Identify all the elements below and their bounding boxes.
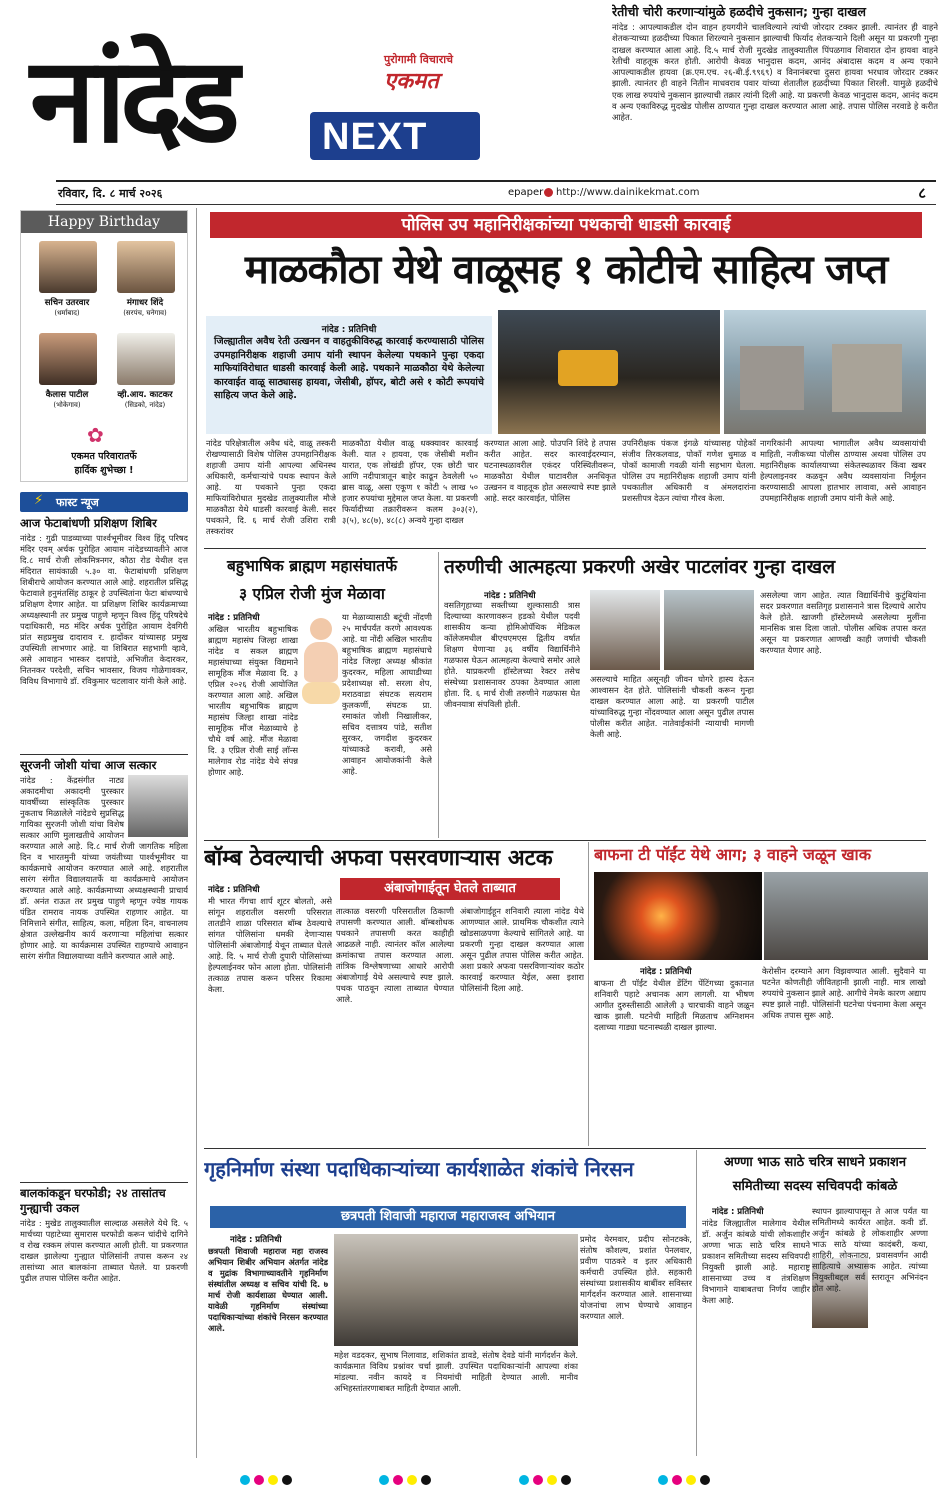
housing-story-col: छत्रपती शिवाजी महाराज महा राजस्व अभियान शिबीर अभियान अंतर्गत नांदेड व मुद्रांक विभागाच्यावतीने गृहनिर्माण संस्थांतील अध्यक्ष व सचिव यांची दि. ७ मार्च रोजी कार्यशाळा घेण्यात आली. यावेळी गृहनिर्माण संस्थांच्या पदाधिकाऱ्यांच्या शंकांचे निरसन करण्यात आले. [208, 1246, 328, 1333]
epaper-label: epaper [508, 187, 544, 198]
birthday-person-name: व्ही.आय. काटकर [117, 390, 173, 400]
birthday-wish-line2: हार्दिक शुभेच्छा ! [74, 465, 134, 476]
avatar [39, 333, 97, 385]
flower-icon: ✿ [87, 423, 104, 447]
bomb-story-dateline: नांदेड : प्रतिनिधी [208, 885, 260, 895]
excavator-shape [558, 350, 618, 386]
birthday-person-place: (सिडको, नांदेड) [124, 401, 166, 409]
page-number: ८ [918, 184, 926, 202]
masthead-brand: एकमत [384, 69, 439, 94]
main-story-summary: जिल्ह्यातील अवैध रेती उत्खनन व वाहतुकीविरुद्ध कारवाई करण्यासाठी पोलिस उपमहानिरीक्षक शहाजी उमाप यांनी स्थापन केलेल्या पथकाने पुन्हा एकदा माफियांविरोधात धाडसी कारवाई केली आहे. पथकाने माळकौठा येथे केलेल्या कारवाईत वाळू साठ्यासह हायवा, जेसीबी, हॉपर, बोटी असे १ कोटी रूपयांचे साहित्य जप्त केले आहे. [214, 336, 484, 401]
housing-story-dateline: नांदेड : प्रतिनिधी [230, 1235, 282, 1245]
birthday-grid [21, 233, 187, 423]
fire-photo [594, 872, 762, 960]
registration-marks [60, 1470, 890, 1490]
suicide-story-col: असलेल्या जाग आहेत. त्यात विद्यार्थिनीचे कुटुंबियांना सदर प्रकरणात वसतिगृह प्रशासनाने त्रास दिल्याचे आरोप केले होते. खाजगी हॉस्टेलमध्ये असलेल्या मुलींना मानसिक त्रास दिला जातो. पोलीस अधिक तपास करत असून या प्रकरणात आणखी काही जणांची चौकशी करण्यात येणार आहे. [760, 590, 926, 655]
brahmin-story-dateline: नांदेड : प्रतिनिधी [208, 613, 260, 623]
housing-story-col: प्रमोद येरमवार, प्रदीप सोनटक्के, संतोष कौशल्य, प्रशांत पेनलवार, प्रवीण पाठकरे व इतर अधिकारी कर्मचारी उपस्थित होते. सहकारी संस्थांच्या प्रशासकीय बाबींवर सविस्तर मार्गदर्शन करण्यात आले. शासनाच्या योजनांचा लाभ घेण्याचे आवाहन करण्यात आले. [580, 1234, 692, 1321]
fire-story-headline: बाफना टी पॉईंट येथे आग; ३ वाहने जळून खाक [594, 845, 871, 864]
suicide-story-col: वसतिगृहाच्या सक्तीच्या शुल्कासाठी त्रास दिल्याच्या कारणावरून हडको येथील पदवी शासकीय कन्या होमिओपॅथिक मेडिकल कॉलेजमधील बीएचएमएस द्वितीय वर्षात शिक्षण घेणाऱ्या ३६ वर्षीय विद्यार्थिनीने गळफास घेऊन आत्महत्या केल्याचे समोर आले होते. याप्रकरणी हॉस्टेलच्या रेक्टर तसेच संस्थेच्या प्रशासनावर ठपका ठेवण्यात आला होता. दि. ६ मार्च रोजी तरुणीने गळफास घेत जीवनयात्रा संपविली होती. [444, 600, 580, 709]
main-story-headline: माळकौठा येथे वाळूसह १ कोटीचे साहित्य जप्त [244, 247, 888, 293]
anna-story-headline2: समितीच्या सदस्य सचिवपदी कांबळे [732, 1179, 898, 1194]
bolt-icon: ⚡ [34, 493, 44, 508]
anna-story-col: नांदेड जिल्ह्यातील मालेगाव येथील डॉ. अर्जुन कांबळे यांची लोकशाहीर अण्णा भाऊ साठे चरित्र साधने प्रकाशन समितीच्या सदस्य सचिवपदी नियुक्ती झाली आहे. महाराष्ट्र शासनाच्या उच्च व तंत्रशिक्षण विभागाने याबाबतचा निर्णय जाहीर केला आहे. [702, 1218, 810, 1305]
anna-story-dateline: नांदेड : प्रतिनिधी [712, 1207, 764, 1217]
suicide-story-dateline: नांदेड : प्रतिनिधी [484, 591, 536, 601]
photo [128, 775, 188, 837]
workshop-photo [334, 1234, 578, 1346]
burnt-car-photo [764, 872, 928, 960]
fast-news-label: फास्ट न्यूज [56, 496, 99, 509]
fast-news-headline: बालकांकडून घरफोडी; २४ तासांतच गुन्ह्याची उकल [20, 1186, 166, 1215]
bomb-story-headline: बॉम्ब ठेवल्याची अफवा पसरवणाऱ्यास अटक [204, 846, 553, 871]
bomb-story-col: अंबाजोगाईहून शनिवारी त्याला नांदेड येथे आणण्यात आले. प्राथमिक चौकशीत त्याने खोडसाळपणा केल्याचे सांगितले आहे. या प्रकरणी गुन्हा दाखल करण्यात आला असून पुढील तपास पोलिस करीत आहेत. अशा प्रकारे अफवा पसरविणाऱ्यांवर कठोर कारवाई करण्यात येईल, असा इशारा पोलिसांनी दिला आहे. [460, 906, 584, 993]
masthead-next: NEXT [322, 116, 428, 158]
main-story-col: नांदेड परिक्षेत्रातील अवैध धंदे, वाळू तस्करी रोखण्यासाठी विशेष पोलिस उपमहानिरीक्षक शहाजी उमाप यांनी आपल्या अधिनस्थ अधिकारी, कर्मचाऱ्यांचे पथक स्थापन केले आहे. या पथकाने पुन्हा एकदा माफियांविरोधात मुदखेड तालुक्यातील मौजे माळकौठा येथे धाडसी कारवाई केली. सदर पथकाने, दि. ६ मार्च रोजी उशिरा रात्री तस्करांवर [206, 438, 336, 536]
date-line: रविवार, दि. ८ मार्च २०२६ [58, 187, 163, 200]
avatar [117, 241, 175, 293]
excavator-photo [498, 310, 720, 434]
main-story-col: उपनिरीक्षक पंकज इंगळे यांच्यासह पोहेकॉ संजीव तिरकलवाड, पोकॉ गणेश धुमाळ व पोकॉ कामाजी गवळी यांनी सहभाग घेतला. पोलिस उप महानिरीक्षक शहाजी उमाप यांनी पथकातील अधिकारी व अंमलदारांना प्रशस्तीपत्र देऊन त्यांचा गौरव केला. [622, 438, 756, 503]
birthday-heading: Happy Birthday [21, 211, 187, 233]
main-story-col: करण्यात आला आहे. पोउपनि शिंदे हे तपास करीत आहेत. सदर कारवाईदरम्यान, घटनास्थळावरील एकंदर परिस्थितीवरून, माळकौठा येथील घाटावरील अनधिकृत उत्खनन व वाहतूक होत असल्याचे स्पष्ट झाले आहे. सदर कारवाईत, पोलिस [484, 438, 616, 503]
avatar [117, 333, 175, 385]
brahmin-story-col: अखिल भारतीय बहुभाषिक ब्राह्मण महासंघ जिल्हा शाखा नांदेड व सकल ब्राह्मण महासंघाच्या संयुक्त विद्यमाने सामूहिक मौंज मेळावा दि. ३ एप्रिल २०२६ रोजी आयोजित करण्यात आला आहे. अखिल भारतीय बहुभाषिक ब्राह्मण महासंघ जिल्हा शाखा नांदेड सामूहिक मौंज मेळाव्याचे हे चौथे वर्ष आहे. मौंज मेळावा दि. ३ एप्रिल रोजी साई लॉन्स मालेगाव रोड नांदेड येथे संपन्न होणार आहे. [208, 624, 298, 777]
housing-story-headline: गृहनिर्माण संस्था पदाधिकाऱ्यांच्या कार्यशाळेत शंकांचे निरसन [204, 1157, 634, 1181]
bomb-story-col: मी भारत गॅंगचा शार्प शूटर बोलतो, असे सांगून शहरातील वसरणी परिसरात तातडीने शाळा परिसरात बॉम्ब ठेवल्याचे सांगत पोलिसांना धमकी देणाऱ्यास पोलिसांनी अंबाजोगाई येथून ताब्यात घेतले आहे. दि. ५ मार्च रोजी दुपारी पोलिसांच्या हेल्पलाईनवर फोन आला होता. पोलिसांनी तत्काळ तपास करून परिसर रिकामा केला. [208, 896, 332, 994]
birthday-person-place: (धर्माबाद) [54, 309, 80, 317]
truck-shape [832, 344, 902, 412]
epaper-link[interactable]: http://www.dainikekmat.com [556, 187, 700, 198]
fire-story-dateline: नांदेड : प्रतिनिधी [640, 967, 692, 977]
suicide-story-headline: तरुणीची आत्महत्या प्रकरणी अखेर पाटलांवर गुन्हा दाखल [444, 556, 836, 578]
birthday-person-name: कैलास पाटील [45, 390, 89, 400]
main-story-summary-box [206, 316, 492, 434]
birthday-wish-line1: एकमत परिवारातर्फे [71, 451, 137, 462]
main-story-dateline: नांदेड : प्रतिनिधी [321, 325, 377, 335]
masthead-tagline: पुरोगामी विचाराचे [384, 53, 454, 66]
main-story-kicker: पोलिस उप महानिरीक्षकांच्या पथकाची धाडसी कारवाई [210, 212, 922, 238]
truck-shape [740, 346, 804, 410]
birthday-person-place: (सरपंच, घनेगाव) [123, 309, 167, 317]
birthday-person-place: (भोकेगाव) [53, 401, 81, 409]
fast-news-item [20, 758, 188, 1180]
masthead [0, 0, 600, 178]
top-story-body: नांदेड : आपल्याकडील दोन वाहन हयगयीने चालविल्याने त्यांची जोरदार टक्कर झाली. त्यानंतर ही वाहने शेतकऱ्याच्या हळदीच्या पिकात शिरल्याने नुकसान झाल्याची फिर्याद शेतकऱ्याने दिली असून या प्रकरणी गुन्हा दाखल करण्यात आला आहे. दि.५ मार्च रोजी मुदखेड तालुक्यातील पिंपळगाव शिवारात दोन हायवा वाहने रेतीची वाहतूक करत होती. आरोपी केवळ भानुदास कदम, आनंद अंबादास कदम व अन्य एकाने आपल्याकडील हायवा (क्र.एम.एच. २६-बी.ई.९९६९) व विनानंबरचा दुसरा हायवा भरधाव जोरदार टक्कर झाली. त्यानंतर ही वाहने नितीन माधवराव पवार यांच्या शेतातील हळदीच्या पिकात शिरली. यामुळे हळदीचे एक लाख रुपयांचे नुकसान झाल्याची तक्रार त्यांनी दिली आहे. या प्रकरणी केवळ भानुदास कदम, आनंद कदम व अन्य एकाविरुद्ध मुदखेड पोलीस ठाण्यात गुन्हा दाखल करण्यात आला आहे. तपास पोलिस नरवाडे हे करीत आहेत. [612, 22, 938, 123]
police-photo [664, 590, 754, 670]
anna-story-col: स्थापन झाल्यापासून ते आज पर्यंत या समितीमध्ये कार्यरत आहेत. कवी डॉ. अर्जुन कांबळे हे लोकशाहीर अण्णा भाऊ साठे यांच्या कादंबरी, कथा, शाहिरी, लोकनाट्य, प्रवासवर्णन आदी साहित्याचे अभ्यासक आहेत. त्यांच्या नियुक्तीबद्दल सर्व स्तरातून अभिनंदन होत आहे. [812, 1206, 928, 1293]
trucks-photo [724, 310, 926, 434]
fast-news-body: नांदेड : केंद्रसंगीत नाट्य अकादमीचा अकादमी पुरस्कार यावर्षीच्या सांस्कृतिक पुरस्कार नुकताच मिळालेले नांदेडचे सुप्रसिद्ध गायिका सुरजनी जोशी यांचा विशेष सत्कार आणि मुलाखतीचे आयोजन करण्यात आले आहे. दि.८ मार्च रोजी जागतिक महिला दिन व भारतमुनी यांच्या जयंतीच्या पार्श्वभूमीवर या कार्यक्रमाचे आयोजन करण्यात आले आहे. शहरातील सारंग संगीत विद्यालयातर्फे या कार्यक्रमाचे आयोजन करण्यात आले आहे. कार्यक्रमाच्या अध्यक्षस्थानी प्राचार्य डॉ. अनंत राऊत तर प्रमुख पाहुणे म्हणून ज्येष्ठ गायक पंडित रामराव नायक उपस्थित राहणार आहेत. या निमित्ताने संगीत, साहित्य, कला, महिला दिन, वाचनालय क्षेत्रात उल्लेखनीय कार्य करणाऱ्या महिलांचा सत्कार होणार आहे. या कार्यक्रमास उपस्थित राहण्याचे आवाहन सारंग संगीत विद्यालयाच्या वतीने करण्यात आले आहे. [20, 775, 188, 961]
anna-story-headline1: अण्णा भाऊ साठे चरित्र साधने प्रकाशन [723, 1155, 907, 1170]
brahmin-story-col: या मेळाव्यासाठी बटूंची नोंदणी २५ मार्चपर्यंत करणे आवश्यक आहे. या नोंदी अखिल भारतीय बहुभाषिक ब्राह्मण महासंघाचे नांदेड जिल्हा अध्यक्ष श्रीकांत कुदरकर, महिला आघाडीच्या प्रदेशाध्यक्ष सौ. सरला शेप, मराठवाडा संघटक सत्यराम कुलकर्णी, संघटक प्रा. रमाकांत जोशी निखालीकर, सचिव दत्तात्रय पांडे, सतीश सुरकर, जगदीश कुदरकर यांच्याकडे करावी, असे आवाहन आयोजकांनी केले आहे. [342, 612, 432, 776]
fire-story-col: केरोसीन दरम्याने आग विझवण्यात आली. सुदैवाने या घटनेत कोणतीही जीवितहानी झाली नाही. मात्र लाखो रुपयांचे नुकसान झाले आहे. आगीचे नेमके कारण अद्याप स्पष्ट झाले नाही. पोलिसांनी घटनेचा पंचनामा केला असून अधिक तपास सुरू आहे. [762, 966, 926, 1020]
brahmin-story-headline2: ३ एप्रिल रोजी मुंज मेळावा [239, 585, 385, 603]
fast-news-body: नांदेड : गुढी पाडव्याच्या पार्श्वभूमीवर विश्व हिंदू परिषद मंदिर एवम् अर्चक पुरोहित आयाम नांदेडच्यावतीने आज दि.८ मार्च रोजी लोकमित्रनगर, कौठा रोड येथील दत्त मंदिरात सायंकाळी ५.३० वा. फेटाबांधणी प्रशिक्षण शिबीराचे आयोजन करण्यात आले आहे. शहरातील प्रसिद्ध फेटावाले हनुमंतसिंह ठाकूर हे उपस्थितांना फेटा बांधण्याचे प्रशिक्षण देणार आहेत. या प्रशिक्षण शिबिर कार्यक्रमाच्या अध्यक्षस्थानी तर प्रमुख पाहुणे म्हणून विश्व हिंदू परिषदेचे पदाधिकारी, मठ मंदिर अर्चक पुरोहित आयाम देवगिरी प्रांत सहप्रमुख दादाराव र. हादोंकर यांच्यासह प्रमुख उपस्थिती लाभणार आहे. या शिबिरात सहभागी व्हावे, असे आवाहन भास्कर दशपांडे, अभिजीत केदारकर, नितनकर परदेशी, सचिन भावसार, विजय गोळेगावकर, विविध विभागाचे डॉ. रविकुमार चटलावार यांनी केले आहे. [20, 533, 188, 686]
epaper-icon [544, 188, 553, 197]
suicide-story-col: असल्याचे माहित असूनही जीवन घोगरे हास्य देऊन आश्वासन देत होते. पोलिसांनी चौकशी करून गुन्हा दाखल करण्यात आला आहे. या प्रकरणी पाटील यांच्याविरुद्ध गुन्हा नोंदवण्यात आला असून पुढील तपास पोलीस करीत आहेत. नातेवाईकांनी न्यायाची मागणी केली आहे. [590, 674, 754, 739]
fast-news-body: नांदेड : मुखेड तालुक्यातील साल्दाळ असलेले येथे दि. ५ मार्चच्या पहाटेच्या सुमारास घरफोडी करून चांदीचे दागिने व रोख रक्कम लंपास करण्यात आली होती. या प्रकरणात दाखल झालेल्या गुन्ह्यात पोलिसांनी तपास करून २४ तासांच्या आत बालकांना ताब्यात घेतले. या प्रकरणी पुढील तपास पोलिस करीत आहेत. [20, 1218, 188, 1283]
fast-news-item [20, 516, 188, 752]
masthead-next-logo [310, 112, 480, 160]
masthead-title: नांदेड [30, 31, 234, 169]
fire-story-col: बाफना टी पॉईंट येथील डेंटिंग पेंटिंगच्या दुकानात शनिवारी पहाटे अचानक आग लागली. या भीषण आगीत दुरुस्तीसाठी आलेली ३ चारचाकी वाहने जळून खाक झाली. घटनेची माहिती मिळताच अग्निशमन दलाच्या गाड्या घटनास्थळी दाखल झाल्या. [594, 978, 754, 1032]
birthday-person-name: मंगाधर शिंदे [126, 298, 164, 308]
housing-story-col: महेश वडदकर, सुभाष निलावाड, शशिकांत डावडे, संतोष देवडे यांनी मार्गदर्शन केले. कार्यक्रमात विविध प्रश्नांवर चर्चा झाली. उपस्थित पदाधिकाऱ्यांनी आपल्या शंका मांडल्या. नवीन कायदे व नियमांची माहिती देण्यात आली. मानीव अभिहस्तांतरणाबाबत माहिती देण्यात आली. [334, 1350, 578, 1393]
main-story-col: माळकौठा येथील वाळू धक्क्यावर कारवाई केली. यात २ हायवा, एक जेसीबी मशीन यारात, एक लोखंडी हॉपर, एक छोटी चार आणि नदीपात्रातून बाहेर काढून ठेवलेली ५० ब्रास वाळू, असा एकूण १ कोटी ५ लाख ५० हजार रुपयांचा मुद्देमाल जप्त केला. या प्रकरणी फिर्यादीच्या तक्रारीवरून कलम ३०३(२), ३(५), ४८(७), ४८(८) अन्वये गुन्हा दाखल [342, 438, 478, 525]
fast-news-headline: आज फेटाबांधणी प्रशिक्षण शिबिर [20, 516, 157, 530]
top-story [612, 0, 938, 172]
fast-news-headline: सूरजनी जोशी यांचा आज सत्कार [20, 758, 157, 772]
main-story-col: नागरिकांनी आपल्या भागातील अवैध व्यवसायांची माहिती, नजीकच्या पोलीस ठाण्यास अथवा पोलिस उप महानिरीक्षक कार्यालयाच्या संकेतस्थळावर किंवा खबर हेल्पलाइनवर कळवून अवैध व्यवसायांना निर्मूलन करण्यासाठी आपला हातभार लावावा, असे आवाहन उपमहानिरीक्षक शहाजी उमाप यांनी केले आहे. [760, 438, 926, 503]
avatar [39, 241, 97, 293]
date-strip [56, 182, 936, 204]
bomb-story-sub: अंबाजोगाईतून घेतले ताब्यात [340, 878, 560, 900]
top-story-headline: रेतीची चोरी करणाऱ्यांमुळे हळदीचे नुकसान; गुन्हा दाखल [612, 4, 866, 19]
fast-news-label-bar [20, 492, 188, 512]
meditating-child-illustration [302, 612, 340, 722]
brahmin-story-headline1: बहुभाषिक ब्राह्मण महासंघातर्फे [226, 557, 398, 575]
housing-story-band: छत्रपती शिवाजी महाराज महाराजस्व अभियान [210, 1206, 686, 1228]
birthday-person-name: सचिन उतरवार [44, 298, 90, 308]
student-photo [590, 590, 660, 670]
fast-news-item [20, 1186, 188, 1456]
birthday-box [20, 210, 188, 482]
bomb-story-col: तात्काळ वसरणी परिसरातील ठिकाणी तपासणी करण्यात आली. बॉम्बशोधक पथकाने तपासणी करत काहीही आढळले नाही. त्यानंतर कॉल आलेल्या क्रमांकाचा तपास करण्यात आला. तांत्रिक विश्लेषणाच्या आधारे आरोपी अंबाजोगाई येथे असल्याचे स्पष्ट झाले. पथक पाठवून त्याला ताब्यात घेण्यात आले. [336, 906, 454, 1004]
